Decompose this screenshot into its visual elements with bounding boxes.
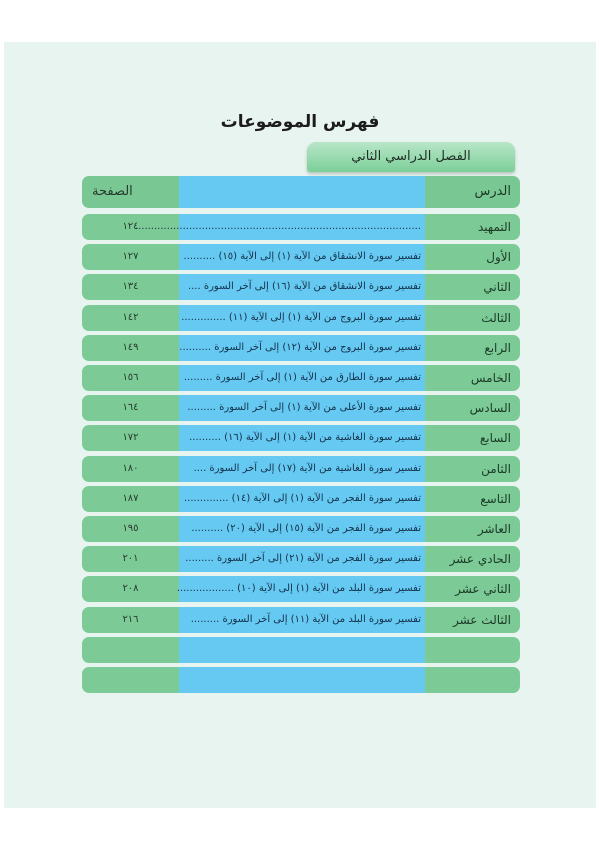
- row-page-number: ٢٠٨: [82, 576, 179, 602]
- table-row: [82, 244, 520, 270]
- table-row: [82, 637, 520, 663]
- row-lesson: الثالث عشر: [425, 607, 520, 633]
- row-topic: [179, 637, 425, 663]
- row-lesson: التمهيد: [425, 214, 520, 240]
- row-page-number: [82, 667, 179, 693]
- table-row: [82, 425, 520, 451]
- row-topic: تفسير سورة الانشقاق من الآية (١) إلى الآية (١٥) ..........: [179, 244, 425, 270]
- row-page-number: ١٨٧: [82, 486, 179, 512]
- header-topic: [179, 176, 425, 208]
- row-topic: تفسير سورة الأعلى من الآية (١) إلى آخر السورة .........: [179, 395, 425, 421]
- row-lesson: [425, 637, 520, 663]
- row-page-number: ١٩٥: [82, 516, 179, 542]
- row-lesson: الثامن: [425, 456, 520, 482]
- header-lesson: الدرس: [425, 176, 520, 208]
- row-topic: تفسير سورة البلد من الآية (١) إلى الآية (١٠) ..................: [179, 576, 425, 602]
- row-lesson: الحادي عشر: [425, 546, 520, 572]
- row-page-number: [82, 637, 179, 663]
- row-lesson: العاشر: [425, 516, 520, 542]
- semester-tab: الفصل الدراسي الثاني: [307, 142, 515, 172]
- row-page-number: ٢١٦: [82, 607, 179, 633]
- table-row: [82, 335, 520, 361]
- table-row: [82, 667, 520, 693]
- row-page-number: ١٤٢: [82, 305, 179, 331]
- row-lesson: الثاني: [425, 274, 520, 300]
- row-page-number: ١٢٤: [82, 214, 179, 240]
- row-page-number: ١٦٤: [82, 395, 179, 421]
- row-topic: [179, 667, 425, 693]
- row-topic: تفسير سورة الغاشية من الآية (١) إلى الآية (١٦) ..........: [179, 425, 425, 451]
- table-row: [82, 456, 520, 482]
- table-header: [82, 176, 520, 208]
- table-row: [82, 546, 520, 572]
- table-row: [82, 305, 520, 331]
- row-lesson: الثالث: [425, 305, 520, 331]
- header-page: الصفحة: [82, 176, 179, 208]
- table-row: [82, 516, 520, 542]
- table-row: [82, 576, 520, 602]
- table-row: [82, 607, 520, 633]
- row-topic: تفسير سورة الطارق من الآية (١) إلى آخر السورة .........: [179, 365, 425, 391]
- row-topic: تفسير سورة البلد من الآية (١١) إلى آخر السورة .........: [179, 607, 425, 633]
- row-page-number: ١٥٦: [82, 365, 179, 391]
- row-topic: تفسير سورة الفجر من الآية (١) إلى الآية (١٤) ..............: [179, 486, 425, 512]
- row-page-number: ١٢٧: [82, 244, 179, 270]
- row-topic: تفسير سورة الفجر من الآية (١٥) إلى الآية (٢٠) ..........: [179, 516, 425, 542]
- row-topic: تفسير سورة الغاشية من الآية (١٧) إلى آخر السورة ....: [179, 456, 425, 482]
- row-lesson: [425, 667, 520, 693]
- row-lesson: الأول: [425, 244, 520, 270]
- page-title: فهرس الموضوعات: [220, 112, 380, 132]
- row-topic: تفسير سورة البروج من الآية (١٢) إلى آخر السورة ..........: [179, 335, 425, 361]
- row-page-number: ١٧٢: [82, 425, 179, 451]
- row-topic: ..........................................................................................: [179, 214, 425, 240]
- row-lesson: الثاني عشر: [425, 576, 520, 602]
- row-lesson: السادس: [425, 395, 520, 421]
- table-row: [82, 395, 520, 421]
- table-row: [82, 486, 520, 512]
- row-lesson: التاسع: [425, 486, 520, 512]
- table-row: [82, 214, 520, 240]
- row-page-number: ٢٠١: [82, 546, 179, 572]
- row-topic: تفسير سورة الانشقاق من الآية (١٦) إلى آخر السورة ....: [179, 274, 425, 300]
- row-lesson: الخامس: [425, 365, 520, 391]
- row-page-number: ١٨٠: [82, 456, 179, 482]
- row-topic: تفسير سورة البروج من الآية (١) إلى الآية (١١) ..............: [179, 305, 425, 331]
- row-topic: تفسير سورة الفجر من الآية (٢١) إلى آخر السورة .........: [179, 546, 425, 572]
- row-lesson: السابع: [425, 425, 520, 451]
- table-row: [82, 365, 520, 391]
- row-page-number: ١٤٩: [82, 335, 179, 361]
- row-lesson: الرابع: [425, 335, 520, 361]
- row-page-number: ١٣٤: [82, 274, 179, 300]
- table-row: [82, 274, 520, 300]
